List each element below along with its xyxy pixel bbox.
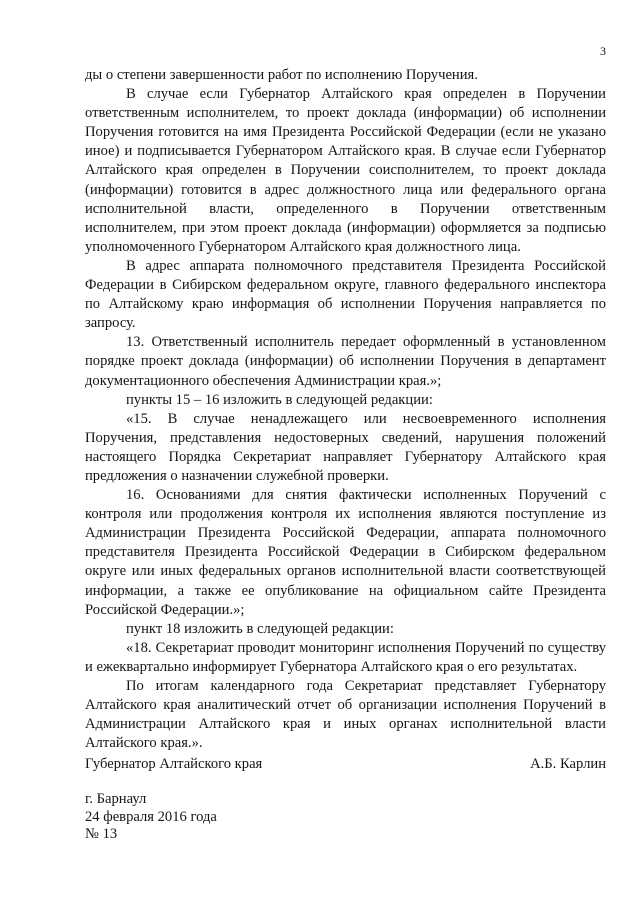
paragraph-continuation: ды о степени завершенности работ по исполнению Поручения. (85, 67, 478, 83)
page-number: 3 (600, 44, 606, 58)
document-number: № 13 (85, 826, 118, 842)
paragraph-governor-responsible: В случае если Губернатор Алтайского края определен в Поручении ответственным исполнителем, то проект доклада (информации) об исполнении Поручения готовится на имя Президента Российской Федерации (если не указано иное) и подписывается Губернатором Алтайского края. В случае если Губернатор Алтайского края определен в Поручении соисполнителем, то проект доклада (информации) готовится в адрес должностного лица или федерального органа исполнительной власти, определенного в Поручении ответственным исполнителем, при этом проект доклада (информации) оформляется за подписью уполномоченного Губернатором Алтайского края должностного лица. (85, 86, 606, 255)
paragraph-item-18-intro: пункт 18 изложить в следующей редакции: (126, 620, 394, 637)
paragraph-item-16: 16. Основаниями для снятия фактически исполненных Поручений с контроля или продолжения контроля их исполнения являются поступление из Администрации Президента Российской Федерации, аппарата полномочного представителя Президента Российской Федерации в Сибирском федеральном округе или иных федеральных органов исполнительной власти соответствующей информации, а также ее опубликование на официальном сайте Президента Российской Федерации.»; (85, 487, 606, 618)
paragraph-item-13: 13. Ответственный исполнитель передает оформленный в установленном порядке проект доклада (информации) об исполнении Поручения в департамент документационного обеспечения Администрации края.»; (85, 334, 606, 389)
paragraph-item-18: «18. Секретариат проводит мониторинг исполнения Поручений по существу и ежеквартально информирует Губернатора Алтайского края о его результатах. (85, 639, 606, 675)
signatory-name: А.Б. Карлин (530, 756, 606, 772)
document-body (85, 66, 606, 753)
paragraph-annual-report: По итогам календарного года Секретариат представляет Губернатору Алтайского края аналитический отчет об организации исполнения Поручений в Администрации Алтайского края и иных органах исполнительной власти Алтайского края.». (85, 678, 606, 752)
document-city: г. Барнаул (85, 791, 147, 807)
paragraph-item-15: «15. В случае ненадлежащего или несвоевременного исполнения Поручения, представления недостоверных сведений, нарушения положений настоящего Порядка Секретариат направляет Губернатору Алтайского края предложения о назначении служебной проверки. (85, 410, 606, 484)
signature-block (85, 756, 606, 773)
paragraph-plenipotentiary-request: В адрес аппарата полномочного представителя Президента Российской Федерации в Сибирском федеральном округе, главного федерального инспектора по Алтайскому краю информация об исполнении Поручения направляется по запросу. (85, 257, 606, 332)
signatory-position: Губернатор Алтайского края (85, 756, 263, 772)
document-date: 24 февраля 2016 года (85, 808, 217, 825)
paragraph-items-15-16-intro: пункты 15 – 16 изложить в следующей редакции: (126, 391, 433, 408)
document-footer (85, 791, 217, 844)
